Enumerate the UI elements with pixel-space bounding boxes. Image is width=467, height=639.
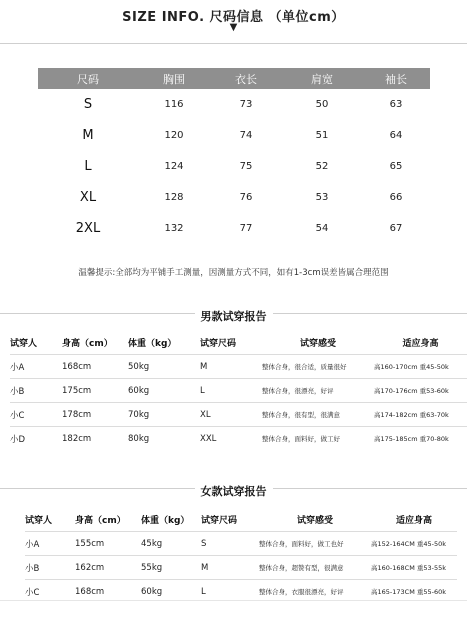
men-trial-header (10, 330, 467, 355)
fit-range-cell: 高152-164CM 重45-50k (371, 532, 457, 556)
size-cell: S (201, 532, 259, 556)
chest-cell: 132 (164, 223, 184, 234)
size-cell: XL (200, 403, 262, 427)
height-cell: 182cm (62, 427, 128, 451)
men-section-heading (0, 305, 467, 324)
table-row (10, 355, 467, 379)
fit-range-cell: 高174-182cm 重63-70k (374, 403, 467, 427)
height-cell: 178cm (62, 403, 128, 427)
size-cell: L (200, 379, 262, 403)
fit-range-cell: 高160-170cm 重45-50k (374, 355, 467, 379)
weight-cell: 70kg (128, 403, 200, 427)
bottom-divider (0, 600, 467, 601)
table-row (38, 151, 430, 182)
feedback-cell: 整体合身，超赞有型，很满意 (259, 556, 371, 580)
header-divider (0, 43, 467, 44)
size-cell: M (201, 556, 259, 580)
feedback-cell: 整体合身，很有型，很满意 (262, 403, 374, 427)
sleeve-cell: 67 (389, 223, 403, 234)
table-row (25, 556, 457, 580)
col-trial-size: 试穿尺码 (201, 515, 238, 526)
size-table (38, 68, 430, 244)
weight-cell: 50kg (128, 355, 200, 379)
col-tester: 试穿人 (10, 338, 38, 349)
table-row (10, 379, 467, 403)
col-sleeve: 袖长 (362, 68, 430, 89)
size-cell: XXL (200, 427, 262, 451)
tester-cell: 小A (10, 355, 62, 379)
size-cell: XL (79, 190, 97, 205)
chest-cell: 128 (164, 192, 184, 203)
table-row (10, 427, 467, 451)
men-section-title: 男款试穿报告 (195, 310, 273, 323)
shoulder-cell: 52 (315, 161, 329, 172)
down-arrow-icon: ▼ (229, 22, 238, 33)
size-cell: S (83, 97, 93, 112)
col-fit-range: 适应身高 (395, 515, 432, 526)
sleeve-cell: 63 (389, 99, 403, 110)
tester-cell: 小D (10, 427, 62, 451)
col-length: 衣长 (210, 68, 282, 89)
col-size: 尺码 (38, 68, 138, 89)
women-section-title: 女款试穿报告 (195, 485, 273, 498)
length-cell: 74 (239, 130, 253, 141)
length-cell: 73 (239, 99, 253, 110)
shoulder-cell: 51 (315, 130, 329, 141)
chest-cell: 116 (164, 99, 184, 110)
col-feedback: 试穿感受 (299, 338, 336, 349)
shoulder-cell: 50 (315, 99, 329, 110)
women-trial-table (25, 507, 457, 603)
tester-cell: 小C (10, 403, 62, 427)
col-chest: 胸围 (138, 68, 210, 89)
feedback-cell: 整体合身，很漂亮，好评 (262, 379, 374, 403)
length-cell: 76 (239, 192, 253, 203)
size-cell: M (200, 355, 262, 379)
fit-range-cell: 高160-168CM 重53-55k (371, 556, 457, 580)
chest-cell: 124 (164, 161, 184, 172)
table-row (38, 182, 430, 213)
weight-cell: 60kg (128, 379, 200, 403)
weight-cell: 45kg (141, 532, 201, 556)
fit-range-cell: 高165-173CM 重55-60k (371, 580, 457, 604)
shoulder-cell: 53 (315, 192, 329, 203)
feedback-cell: 整体合身，衣服很漂亮，好评 (259, 580, 371, 604)
col-fit-range: 适应身高 (402, 338, 439, 349)
tester-cell: 小A (25, 532, 75, 556)
women-trial-header (25, 507, 457, 532)
height-cell: 175cm (62, 379, 128, 403)
height-cell: 162cm (75, 556, 141, 580)
col-height: 身高（cm） (75, 515, 126, 526)
sleeve-cell: 64 (389, 130, 403, 141)
length-cell: 75 (239, 161, 253, 172)
col-shoulder: 肩宽 (282, 68, 362, 89)
table-row (25, 532, 457, 556)
chest-cell: 120 (164, 130, 184, 141)
fit-range-cell: 高170-176cm 重53-60k (374, 379, 467, 403)
col-trial-size: 试穿尺码 (200, 338, 237, 349)
shoulder-cell: 54 (315, 223, 329, 234)
tester-cell: 小B (25, 556, 75, 580)
height-cell: 168cm (62, 355, 128, 379)
page-title: SIZE INFO. 尺码信息 （单位cm） (122, 10, 345, 25)
feedback-cell: 整体合身，面料好，做工好 (262, 427, 374, 451)
col-tester: 试穿人 (25, 515, 53, 526)
height-cell: 155cm (75, 532, 141, 556)
table-row (10, 403, 467, 427)
col-weight: 体重（kg） (141, 515, 190, 526)
table-row (38, 213, 430, 244)
weight-cell: 55kg (141, 556, 201, 580)
tester-cell: 小B (10, 379, 62, 403)
size-cell: L (201, 580, 259, 604)
size-table-header (38, 68, 430, 89)
sleeve-cell: 65 (389, 161, 403, 172)
men-trial-table (10, 330, 467, 450)
women-section-heading (0, 480, 467, 499)
size-cell: L (84, 159, 92, 174)
size-cell: 2XL (75, 221, 101, 236)
size-cell: M (82, 128, 94, 143)
col-feedback: 试穿感受 (296, 515, 333, 526)
feedback-cell: 整体合身，很合适，质量很好 (262, 355, 374, 379)
length-cell: 77 (239, 223, 253, 234)
table-row (38, 120, 430, 151)
table-row (38, 89, 430, 120)
measurement-note: 温馨提示:全部均为平铺手工测量，因测量方式不同，如有1-3cm误差皆属合理范围 (78, 268, 389, 278)
sleeve-cell: 66 (389, 192, 403, 203)
feedback-cell: 整体合身，面料好，做工也好 (259, 532, 371, 556)
col-height: 身高（cm） (62, 338, 113, 349)
weight-cell: 60kg (141, 580, 201, 604)
col-weight: 体重（kg） (128, 338, 177, 349)
height-cell: 168cm (75, 580, 141, 604)
fit-range-cell: 高175-185cm 重70-80k (374, 427, 467, 451)
weight-cell: 80kg (128, 427, 200, 451)
tester-cell: 小C (25, 580, 75, 604)
